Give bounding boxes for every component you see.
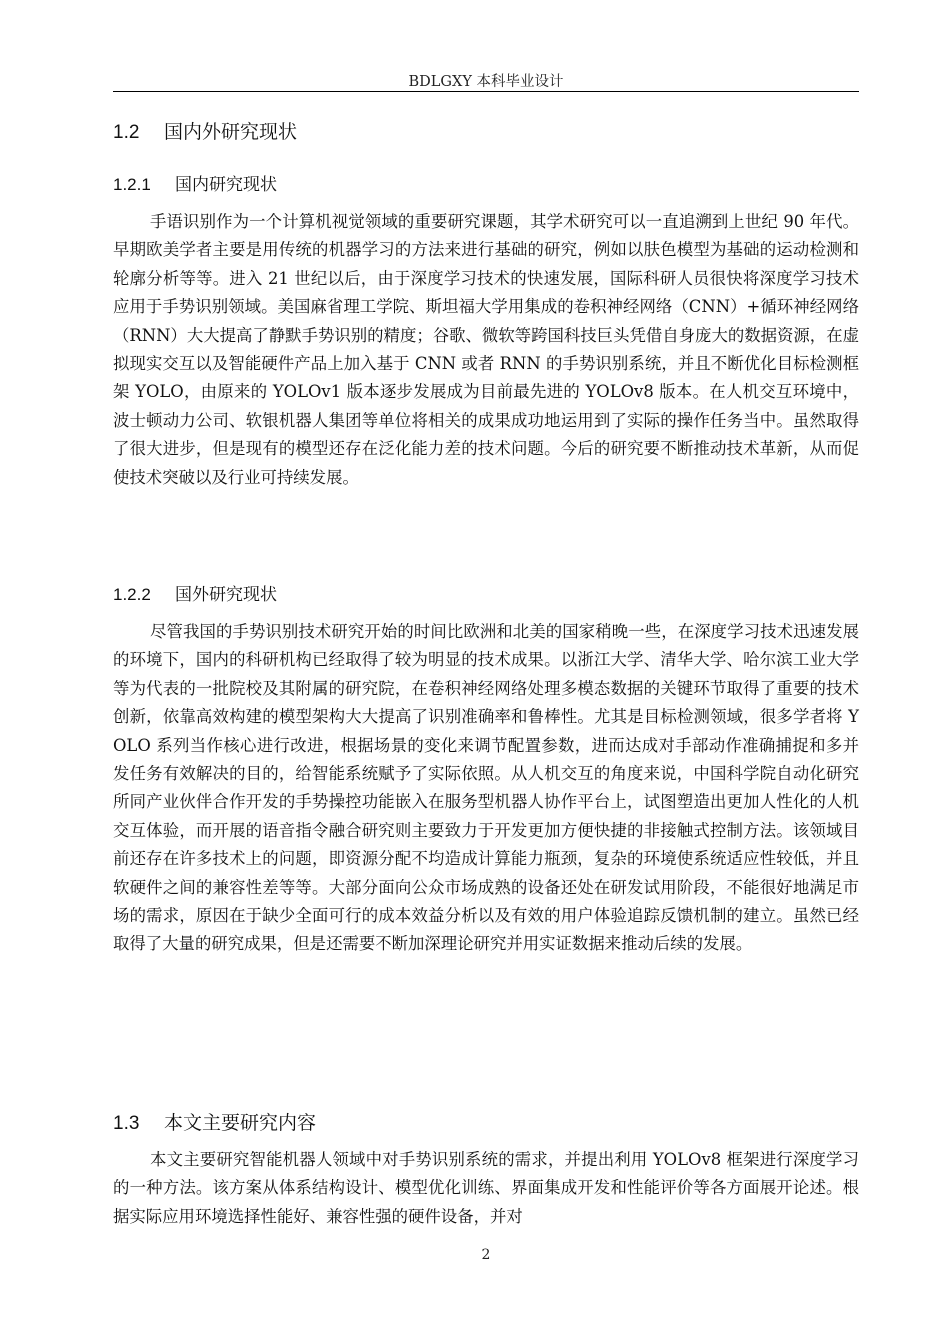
section-heading-1-3 <box>113 1108 316 1135</box>
page-header: BDLGXY 本科毕业设计 <box>408 74 564 90</box>
section-title: 国外研究现状 <box>175 585 277 605</box>
section-number: 1.2.2 <box>113 585 151 604</box>
paragraph-main-content: 本文主要研究智能机器人领域中对手势识别系统的需求，并提出利用 YOLOv8 框架进行深度学习的一种方法。该方案从体系结构设计、模型优化训练、界面集成开发和性能评价等各方面展开论述。根据实际应用环境选择性能好、兼容性强的硬件设备，并对 <box>113 1150 859 1226</box>
section-title: 国内研究现状 <box>175 175 277 195</box>
page-number: 2 <box>481 1247 491 1263</box>
header-rule <box>113 91 859 92</box>
section-title: 本文主要研究内容 <box>164 1112 317 1134</box>
section-number: 1.3 <box>113 1113 140 1134</box>
section-heading-1-2-2 <box>113 580 277 605</box>
paragraph-foreign-research: 尽管我国的手势识别技术研究开始的时间比欧洲和北美的国家稍晚一些，在深度学习技术迅速发展的环境下，国内的科研机构已经取得了较为明显的技术成果。以浙江大学、清华大学、哈尔滨工业大学等为代表的一批院校及其附属的研究院，在卷积神经网络处理多模态数据的关键环节取得了重要的技术创新，依靠高效构建的模型架构大大提高了识别准确率和鲁棒性。尤其是目标检测领域，很多学者将 YOLO 系列当作核心进行改进，根据场景的变化来调节配置参数，进而达成对手部动作准确捕捉和多并发任务有效解决的目的，给智能系统赋予了实际依照。从人机交互的角度来说，中国科学院自动化研究所同产业伙伴合作开发的手势操控功能嵌入在服务型机器人协作平台上，试图塑造出更加人性化的人机交互体验，而开展的语音指令融合研究则主要致力于开发更加方便快捷的非接触式控制方法。该领域目前还存在许多技术上的问题，即资源分配不均造成计算能力瓶颈，复杂的环境使系统适应性较低，并且软硬件之间的兼容性差等等。大部分面向公众市场成熟的设备还处在研发试用阶段，不能很好地满足市场的需求，原因在于缺少全面可行的成本效益分析以及有效的用户体验追踪反馈机制的建立。虽然已经取得了大量的研究成果，但是还需要不断加深理论研究并用实证数据来推动后续的发展。 <box>113 622 859 954</box>
section-number: 1.2.1 <box>113 175 151 194</box>
section-number: 1.2 <box>113 122 140 143</box>
section-heading-1-2-1 <box>113 170 277 195</box>
section-heading-1-2 <box>113 117 297 144</box>
paragraph-domestic-research: 手语识别作为一个计算机视觉领域的重要研究课题，其学术研究可以一直追溯到上世纪 90 年代。早期欧美学者主要是用传统的机器学习的方法来进行基础的研究，例如以肤色模型为基础的运动检测和轮廓分析等等。进入 21 世纪以后，由于深度学习技术的快速发展，国际科研人员很快将深度学习技术应用于手势识别领域。美国麻省理工学院、斯坦福大学用集成的卷积神经网络（CNN）+循环神经网络（RNN）大大提高了静默手势识别的精度；谷歌、微软等跨国科技巨头凭借自身庞大的数据资源，在虚拟现实交互以及智能硬件产品上加入基于 CNN 或者 RNN 的手势识别系统，并且不断优化目标检测框架 YOLO，由原来的 YOLOv1 版本逐步发展成为目前最先进的 YOLOv8 版本。在人机交互环境中，波士顿动力公司、软银机器人集团等单位将相关的成果成功地运用到了实际的操作任务当中。虽然取得了很大进步，但是现有的模型还存在泛化能力差的技术问题。今后的研究要不断推动技术革新，从而促使技术突破以及行业可持续发展。 <box>113 212 859 487</box>
section-title: 国内外研究现状 <box>164 121 298 143</box>
